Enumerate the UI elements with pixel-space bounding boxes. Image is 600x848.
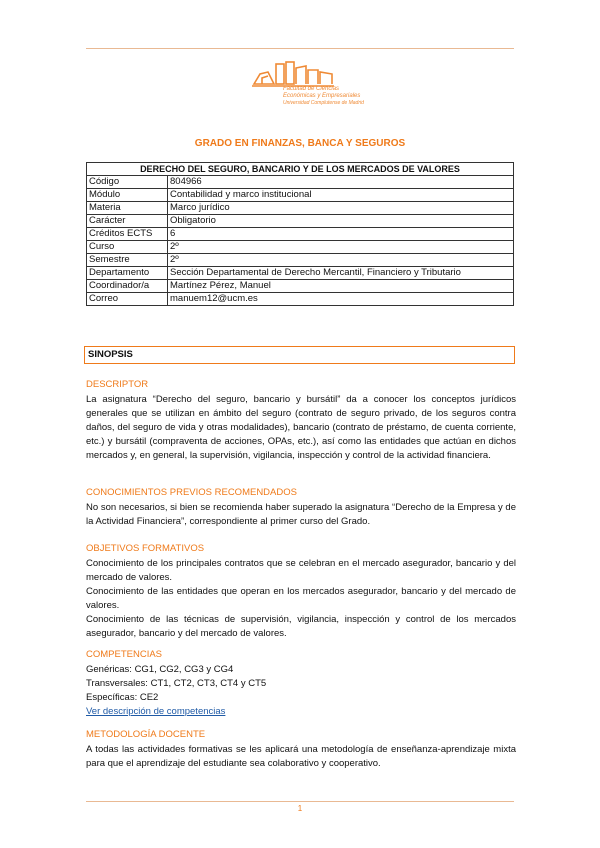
degree-title: GRADO EN FINANZAS, BANCA Y SEGUROS xyxy=(194,138,406,149)
prior-knowledge-text: No son necesarios, si bien se recomienda haber superado la asignatura “Derecho de la Empresa y de la Actividad Financiera”, correspondiente al primer curso del Grado. xyxy=(86,502,516,527)
competencies-section xyxy=(86,648,516,719)
table-row: Curso 2º xyxy=(87,241,514,254)
competencies-link[interactable]: Ver descripción de competencias xyxy=(86,706,226,717)
table-row: Módulo Contabilidad y marco institucional xyxy=(87,189,514,202)
descriptor-heading: DESCRIPTOR xyxy=(86,379,149,390)
specific-competencies: Específicas: CE2 xyxy=(86,692,159,703)
table-row: Código 804966 xyxy=(87,176,514,189)
email-value: manuem12@ucm.es xyxy=(168,293,514,306)
objective-item: Conocimiento de las técnicas de supervisión, vigilancia, inspección y control de los mercados asegurador, bancario y del mercado de valores. xyxy=(86,614,516,639)
objective-item: Conocimiento de los principales contratos que se celebran en el mercado asegurador, bancario y del mercado de valores. xyxy=(86,558,516,583)
methodology-text: A todas las actividades formativas se les aplicará una metodología de enseñanza-aprendizaje mixta para que el aprendizaje del estudiante sea colaborativo y cooperativo. xyxy=(86,744,516,769)
descriptor-text: La asignatura “Derecho del seguro, bancario y bursátil” da a conocer los conceptos jurídicos generales que se utilizan en ámbito del seguro (contrato de seguro privado, de los seguros contra daños, del seguro de vida y otras modalidades), bancario (contrato de préstamo, de cuenta corriente, etc.) y bursátil (compraventa de acciones, OPAs, etc.), así como las entidades que actúan en dichos mercados y, en general, la supervisión, vigilancia, inspección y control de la actividad financiera. xyxy=(86,394,516,461)
table-row: Créditos ECTS 6 xyxy=(87,228,514,241)
objective-item: Conocimiento de las entidades que operan en los mercados asegurador, bancario y del mercado de valores. xyxy=(86,586,516,611)
page-number: 1 xyxy=(297,804,303,813)
methodology-section xyxy=(86,728,516,771)
descriptor-section xyxy=(86,378,516,463)
header-divider xyxy=(86,48,514,49)
table-row: Semestre 2º xyxy=(87,254,514,267)
table-row: Correo manuem12@ucm.es xyxy=(87,293,514,306)
table-row: Materia Marco jurídico xyxy=(87,202,514,215)
prior-knowledge-heading: CONOCIMIENTOS PREVIOS RECOMENDADOS xyxy=(86,487,297,498)
logo-text: Facultad de Ciencias Económicas y Empresariales Universidad Complutense de Madrid xyxy=(283,86,364,106)
footer-divider xyxy=(86,801,514,802)
sinopsis-header: SINOPSIS xyxy=(84,346,515,364)
table-row: Departamento Sección Departamental de Derecho Mercantil, Financiero y Tributario xyxy=(87,267,514,280)
table-row: Coordinador/a Martínez Pérez, Manuel xyxy=(87,280,514,293)
objectives-section xyxy=(86,542,516,641)
generic-competencies: Genéricas: CG1, CG2, CG3 y CG4 xyxy=(86,664,234,675)
competencies-heading: COMPETENCIAS xyxy=(86,649,163,660)
subject-info-table xyxy=(86,162,514,306)
transversal-competencies: Transversales: CT1, CT2, CT3, CT4 y CT5 xyxy=(86,678,267,689)
subject-title: DERECHO DEL SEGURO, BANCARIO Y DE LOS MERCADOS DE VALORES xyxy=(87,163,514,176)
objectives-heading: OBJETIVOS FORMATIVOS xyxy=(86,543,205,554)
table-row: Carácter Obligatorio xyxy=(87,215,514,228)
methodology-heading: METODOLOGÍA DOCENTE xyxy=(86,729,206,740)
prior-knowledge-section xyxy=(86,486,516,529)
